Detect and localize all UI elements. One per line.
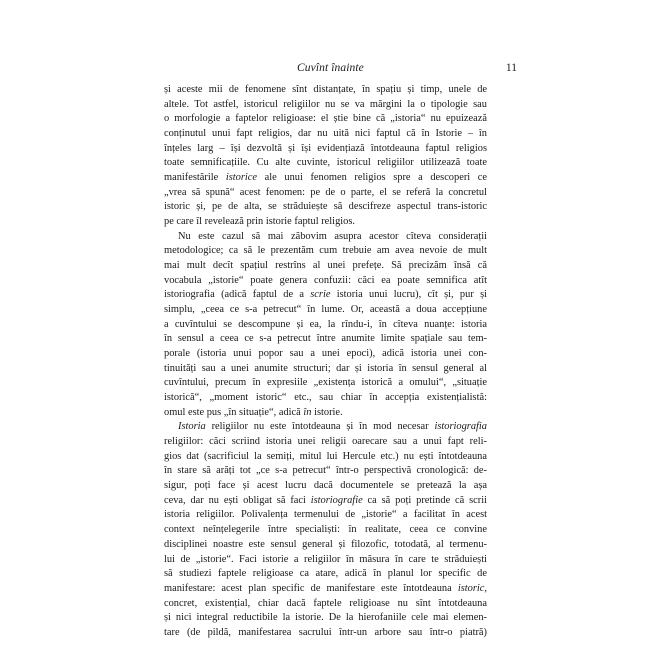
text-line — [164, 508, 487, 523]
italic-text: istoriografia — [434, 421, 487, 433]
text-span: manifestările — [164, 172, 226, 184]
text-span: tinuități sau a unei anumite structuri; dar și istoria în sensul general al — [164, 362, 487, 374]
text-line — [164, 479, 487, 494]
text-span: simplu, „ceea ce s-a petrecut“ în lume. Or, această a doua accepțiune — [164, 304, 487, 316]
body-text — [164, 83, 487, 641]
text-span: , — [484, 582, 487, 594]
text-line — [164, 274, 487, 289]
text-span: istorică“, „moment istoric“ etc., sau chiar în accepția existențialistă: — [164, 392, 487, 404]
text-span: manifestare: acest plan specific de manifestare este întotdeauna — [164, 582, 458, 594]
text-line — [164, 259, 487, 274]
text-line — [164, 582, 487, 597]
text-line — [164, 112, 487, 127]
text-line — [164, 626, 487, 641]
text-span: și aceste mii de fenomene sînt distanțate, în spațiu și timp, unele de — [164, 84, 487, 95]
text-span: porale (istoria unui popor sau a unei epoci), adică istoria unei con- — [164, 348, 487, 360]
text-line — [164, 362, 487, 377]
text-line — [164, 376, 487, 391]
chapter-title: Cuvînt înainte — [297, 62, 364, 74]
italic-text: istoriografie — [310, 494, 363, 506]
text-line — [164, 450, 487, 465]
text-span: tare (de pildă, manifestarea sacrului într-un arbore sau într-o piatră) — [164, 626, 487, 638]
text-line — [164, 435, 487, 450]
text-line — [164, 288, 487, 303]
text-span: conținutul unui fapt religios, dar nu uită nici faptul că în Istorie – în — [164, 128, 487, 140]
text-span: istoric și, pe de alta, se străduiește să descifreze aspectul trans-istoric — [164, 201, 487, 213]
text-line — [164, 332, 487, 347]
text-span: în sensul a ceea ce s-a petrecut între anumite limite spațiale sau tem- — [164, 333, 487, 345]
text-span: religiilor nu este întotdeauna și în mod necesar — [205, 421, 435, 433]
italic-text: istoric — [457, 582, 485, 594]
text-span: gios dat (sacrificiul la semiți, mitul lui Hercule etc.) nu ești întotdeauna — [164, 450, 487, 462]
text-span: mai mult decît spațiul restrîns al unei prefețe. Să precizăm însă că — [164, 260, 487, 272]
text-span: sigur, poți face și acest lucru dacă documentele se pretează la așa — [164, 480, 487, 492]
text-span: istoria unui lucru), cît și, pur și — [330, 289, 487, 301]
text-span: istoriografia (adică faptul de a — [164, 289, 311, 301]
text-line — [164, 464, 487, 479]
text-line — [164, 318, 487, 333]
text-span: ceva, dar nu ești obligat să faci — [164, 494, 311, 506]
text-line — [164, 406, 487, 421]
text-span: context neînțelegerile între specialiști: în realitate, ceea ce convine — [164, 524, 487, 536]
text-line — [164, 538, 487, 553]
text-line — [164, 244, 487, 259]
text-line — [164, 553, 487, 568]
text-line — [164, 142, 487, 157]
text-line — [164, 127, 487, 142]
text-span: cuvîntului, precum în expresiile „existența istorică a omului“, „situație — [164, 377, 487, 389]
text-span: toate semnificațiile. Cu alte cuvinte, istoricul religiilor utilizează toate — [164, 157, 487, 169]
running-head — [297, 62, 517, 78]
text-span: concret, existențial, chiar dacă faptele religioase nu sînt întotdeauna — [164, 597, 487, 609]
text-line — [164, 347, 487, 362]
text-span: ale unui fenomen religios spre a descoperi ce — [257, 172, 487, 184]
text-line — [164, 230, 487, 245]
text-line — [164, 611, 487, 626]
text-line — [164, 567, 487, 582]
italic-text: istorice — [225, 172, 258, 184]
text-span: metodologice; ca să le prezentăm cum trebuie am avea nevoie de mult — [164, 245, 487, 257]
text-span: disciplinei noastre este sensul general și filozofic, totodată, al termenu- — [164, 538, 487, 550]
text-line — [164, 523, 487, 538]
text-span: ca să poți pretinde că scrii — [362, 494, 487, 506]
text-line — [164, 98, 487, 113]
page-number: 11 — [505, 62, 517, 74]
text-span: istorie. — [311, 406, 343, 418]
text-span: Nu este cazul să mai zăbovim asupra acestor cîteva considerații — [178, 230, 487, 242]
italic-text: în — [303, 406, 312, 418]
italic-text: Istoria — [178, 421, 206, 433]
text-span: lui de „istorie“. Faci istorie a religiilor în măsura în care te străduiești — [164, 553, 487, 565]
text-line — [164, 215, 487, 230]
text-span: în stare să arăți tot „ce s-a petrecut“ într-o perspectivă cronologică: de- — [164, 465, 487, 477]
text-span: să studiezi faptele religioase ca atare, adică în planul lor specific de — [164, 568, 487, 580]
text-line — [164, 494, 487, 509]
text-line — [164, 200, 487, 215]
text-span: „vrea să spună“ acest fenomen: pe de o parte, el se referă la concretul — [164, 186, 487, 198]
text-span: pe care îl revelează prin istorie faptul religios. — [164, 216, 355, 228]
text-span: altele. Tot astfel, istoricul religiilor nu se va mărgini la o tipologie sau — [164, 98, 487, 110]
text-line — [164, 186, 487, 201]
text-span: omul este pus „în situație“, adică — [164, 406, 304, 418]
text-span: o morfologie a faptelor religioase: el știe bine că „istoria“ nu epuizează — [164, 113, 487, 125]
text-span: și nici integral reductibile la istorie. De la hierofaniile cele mai elemen- — [164, 612, 487, 624]
text-line — [164, 391, 487, 406]
text-line — [164, 303, 487, 318]
text-line — [164, 420, 487, 435]
text-span: vocabula „istorie“ poate genera confuzii: căci ea poate semnifica atît — [164, 274, 487, 286]
italic-text: scrie — [310, 289, 331, 301]
text-span: istoria religiilor. Polivalența termenului de „istorie“ a facilitat în acest — [164, 509, 487, 521]
text-span: a cuvîntului se descompune și ea, la rîndu-i, în cîteva nuanțe: istoria — [164, 318, 487, 330]
text-span: înțeles larg – își dezvoltă și își evidențiază întotdeauna faptul religios — [164, 142, 487, 154]
text-line — [164, 83, 487, 98]
text-span: religiilor: căci scriind istoria unei religii oarecare sau a unui fapt reli- — [164, 436, 487, 448]
text-line — [164, 171, 487, 186]
text-line — [164, 156, 487, 171]
text-line — [164, 597, 487, 612]
